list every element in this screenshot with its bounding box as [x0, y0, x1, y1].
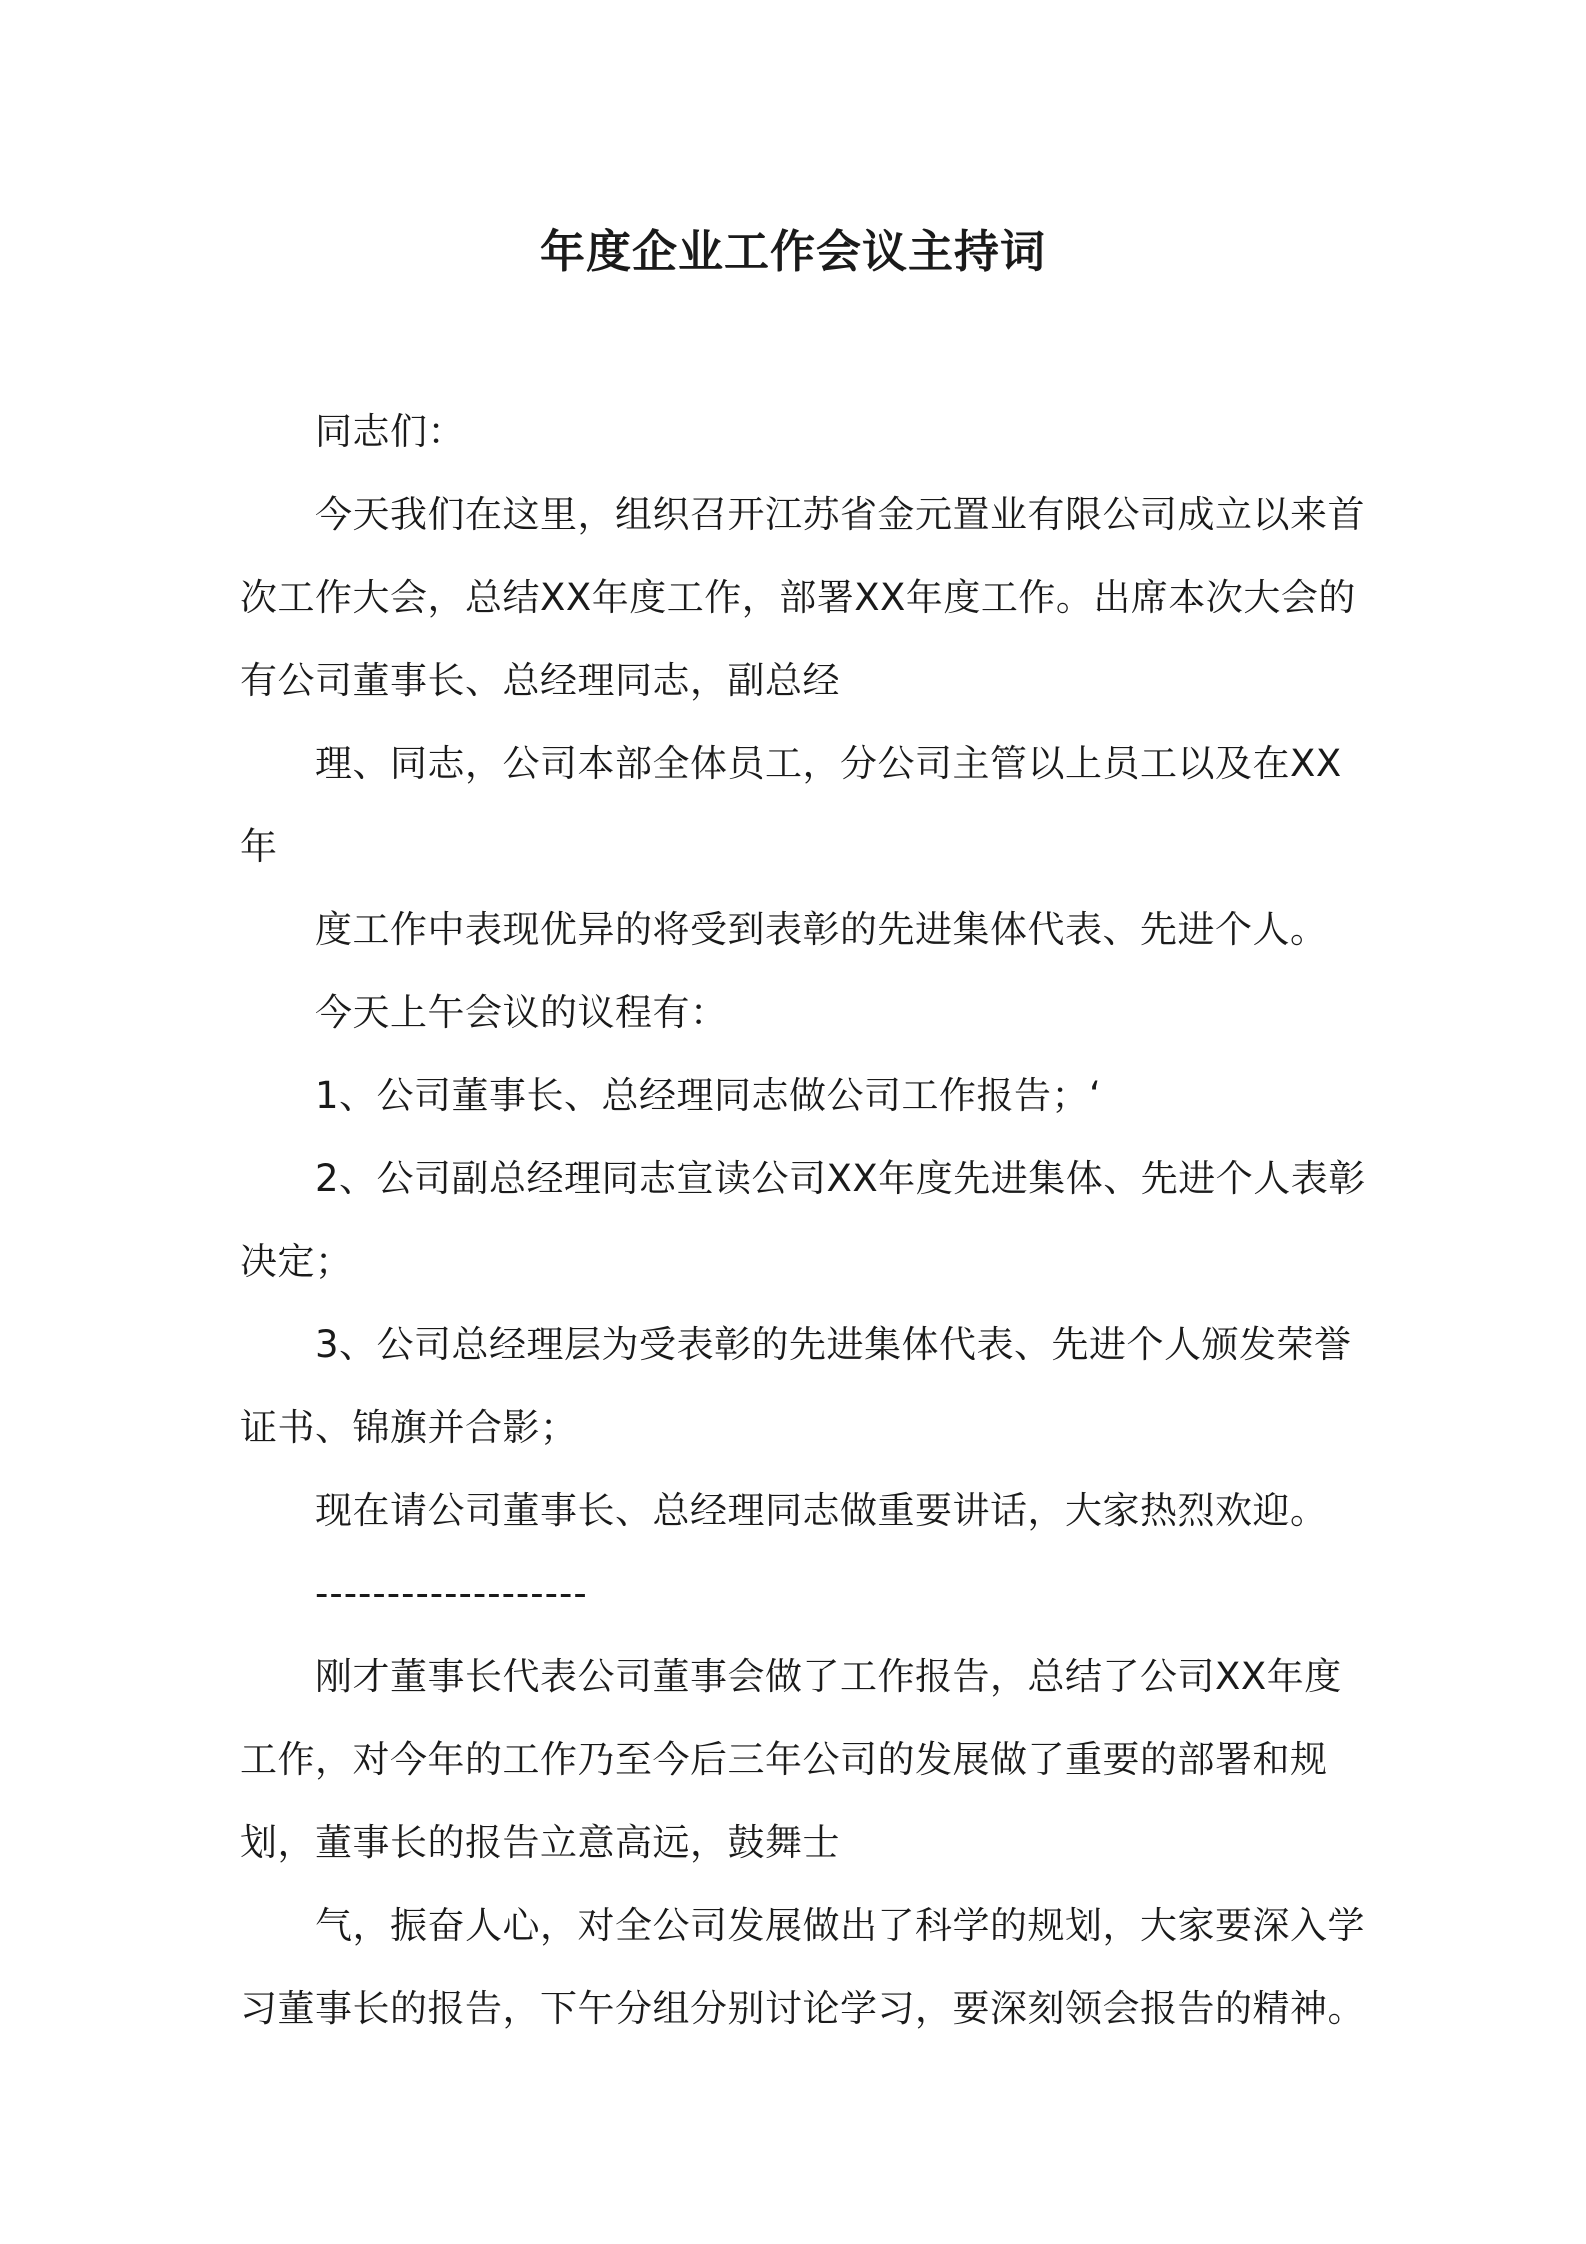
- document-title: 年度企业工作会议主持词: [539, 225, 1046, 278]
- paragraph-invite-speech: 现在请公司董事长、总经理同志做重要讲话，大家热烈欢迎。: [315, 1489, 1328, 1532]
- paragraph-opening: 今天我们在这里，组织召开江苏省金元置业有限公司成立以来首次工作大会，总结XX年度工作，部署XX年度工作。出席本次大会的有公司董事长、总经理同志，副总经: [240, 493, 1365, 702]
- paragraph-summary: 刚才董事长代表公司董事会做了工作报告，总结了公司XX年度工作，对今年的工作乃至今后三年公司的发展做了重要的部署和规划，董事长的报告立意高远，鼓舞士: [240, 1655, 1342, 1864]
- paragraph-honorees: 度工作中表现优异的将受到表彰的先进集体代表、先进个人。: [315, 908, 1328, 951]
- agenda-item-2: 2、公司副总经理同志宣读公司XX年度先进集体、先进个人表彰决定；: [240, 1157, 1366, 1283]
- paragraph-closing: 气，振奋人心，对全公司发展做出了科学的规划，大家要深入学习董事长的报告，下午分组分别讨论学习，要深刻领会报告的精神。: [240, 1904, 1365, 2030]
- paragraph-greeting: 同志们：: [315, 410, 465, 453]
- paragraph-attendees: 理、同志，公司本部全体员工，分公司主管以上员工以及在XX年: [240, 742, 1342, 868]
- paragraph-agenda-intro: 今天上午会议的议程有：: [315, 991, 728, 1034]
- agenda-item-3: 3、公司总经理层为受表彰的先进集体代表、先进个人颁发荣誉证书、锦旗并合影；: [240, 1323, 1352, 1449]
- document-body: [240, 390, 1370, 2050]
- agenda-item-1: 1、公司董事长、总经理同志做公司工作报告；‘: [315, 1074, 1102, 1117]
- section-divider: -------------------: [315, 1572, 588, 1615]
